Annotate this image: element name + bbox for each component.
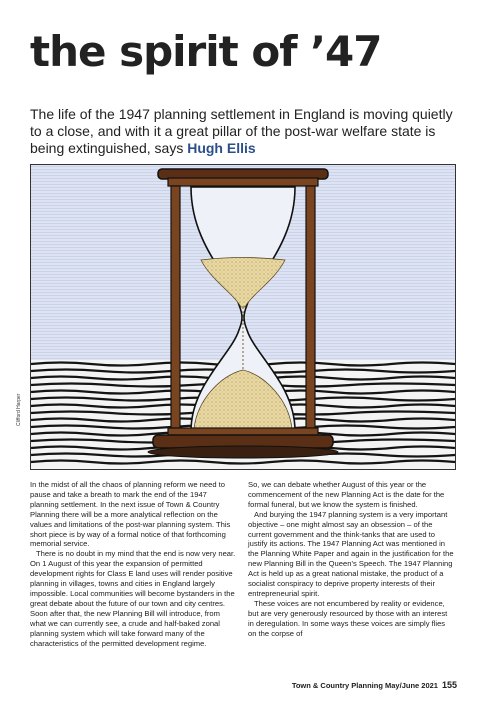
hourglass-illustration [30, 164, 456, 470]
illustration-credit: Clifford Harper [16, 393, 22, 426]
standfirst-text: The life of the 1947 planning settlement in England is moving quietly to a close, and with it a great pillar of the post-war welfare state is being extinguished, says [30, 106, 453, 156]
paragraph: These voices are not encumbered by reality or evidence, but are very generously resourced by those with an interest in deregulation. In some ways these voices are simply flies on the corpse of [248, 598, 448, 638]
paragraph: And burying the 1947 planning system is a very important objective – one might almost say an obsession – of the current government and the think-tanks that are used to justify its actions. The 1947 Planning Act was mentioned in the Planning White Paper and again in the justification for the new Planning Bill in the Queen’s Speech. The 1947 Planning Act is held up as a great national mistake, the product of a socialist conspiracy to deprive property interests of their entrepreneurial spirit. [248, 509, 454, 598]
body-column-left [30, 480, 236, 648]
standfirst [30, 106, 460, 157]
article-title: the spirit of ’47 [30, 27, 382, 76]
paragraph: There is no doubt in my mind that the end is now very near. On 1 August of this year the expansion of permitted development rights for Class E land uses will render positive planning in villages, towns and cities in England largely impossible. Local communities will become bystanders in the great debate about the future of our town and city centres. Soon after that, the new Planning Bill will introduce, from what we can currently see, a crude and half-baked zonal planning system which will take forward many of the characteristics of the permitted development regime. [30, 549, 236, 648]
paragraph: In the midst of all the chaos of planning reform we need to pause and take a breath to mark the end of the 1947 planning settlement. In the next issue of Town & Country Planning there will be a more analytical reflection on the values and limitations of the post-war planning system. This short piece is by way of a formal notice of that forthcoming memorial service. [30, 480, 231, 549]
page-number: 155 [441, 680, 457, 690]
body-column-right [248, 480, 454, 639]
journal-name: Town & Country Planning May/June 2021 [291, 681, 438, 690]
page-footer [292, 680, 457, 690]
author-name: Hugh Ellis [187, 140, 256, 156]
hourglass-icon [31, 165, 455, 469]
paragraph: So, we can debate whether August of this year or the commencement of the new Planning Act is the date for the formal funeral, but we know the system is finished. [248, 480, 445, 509]
